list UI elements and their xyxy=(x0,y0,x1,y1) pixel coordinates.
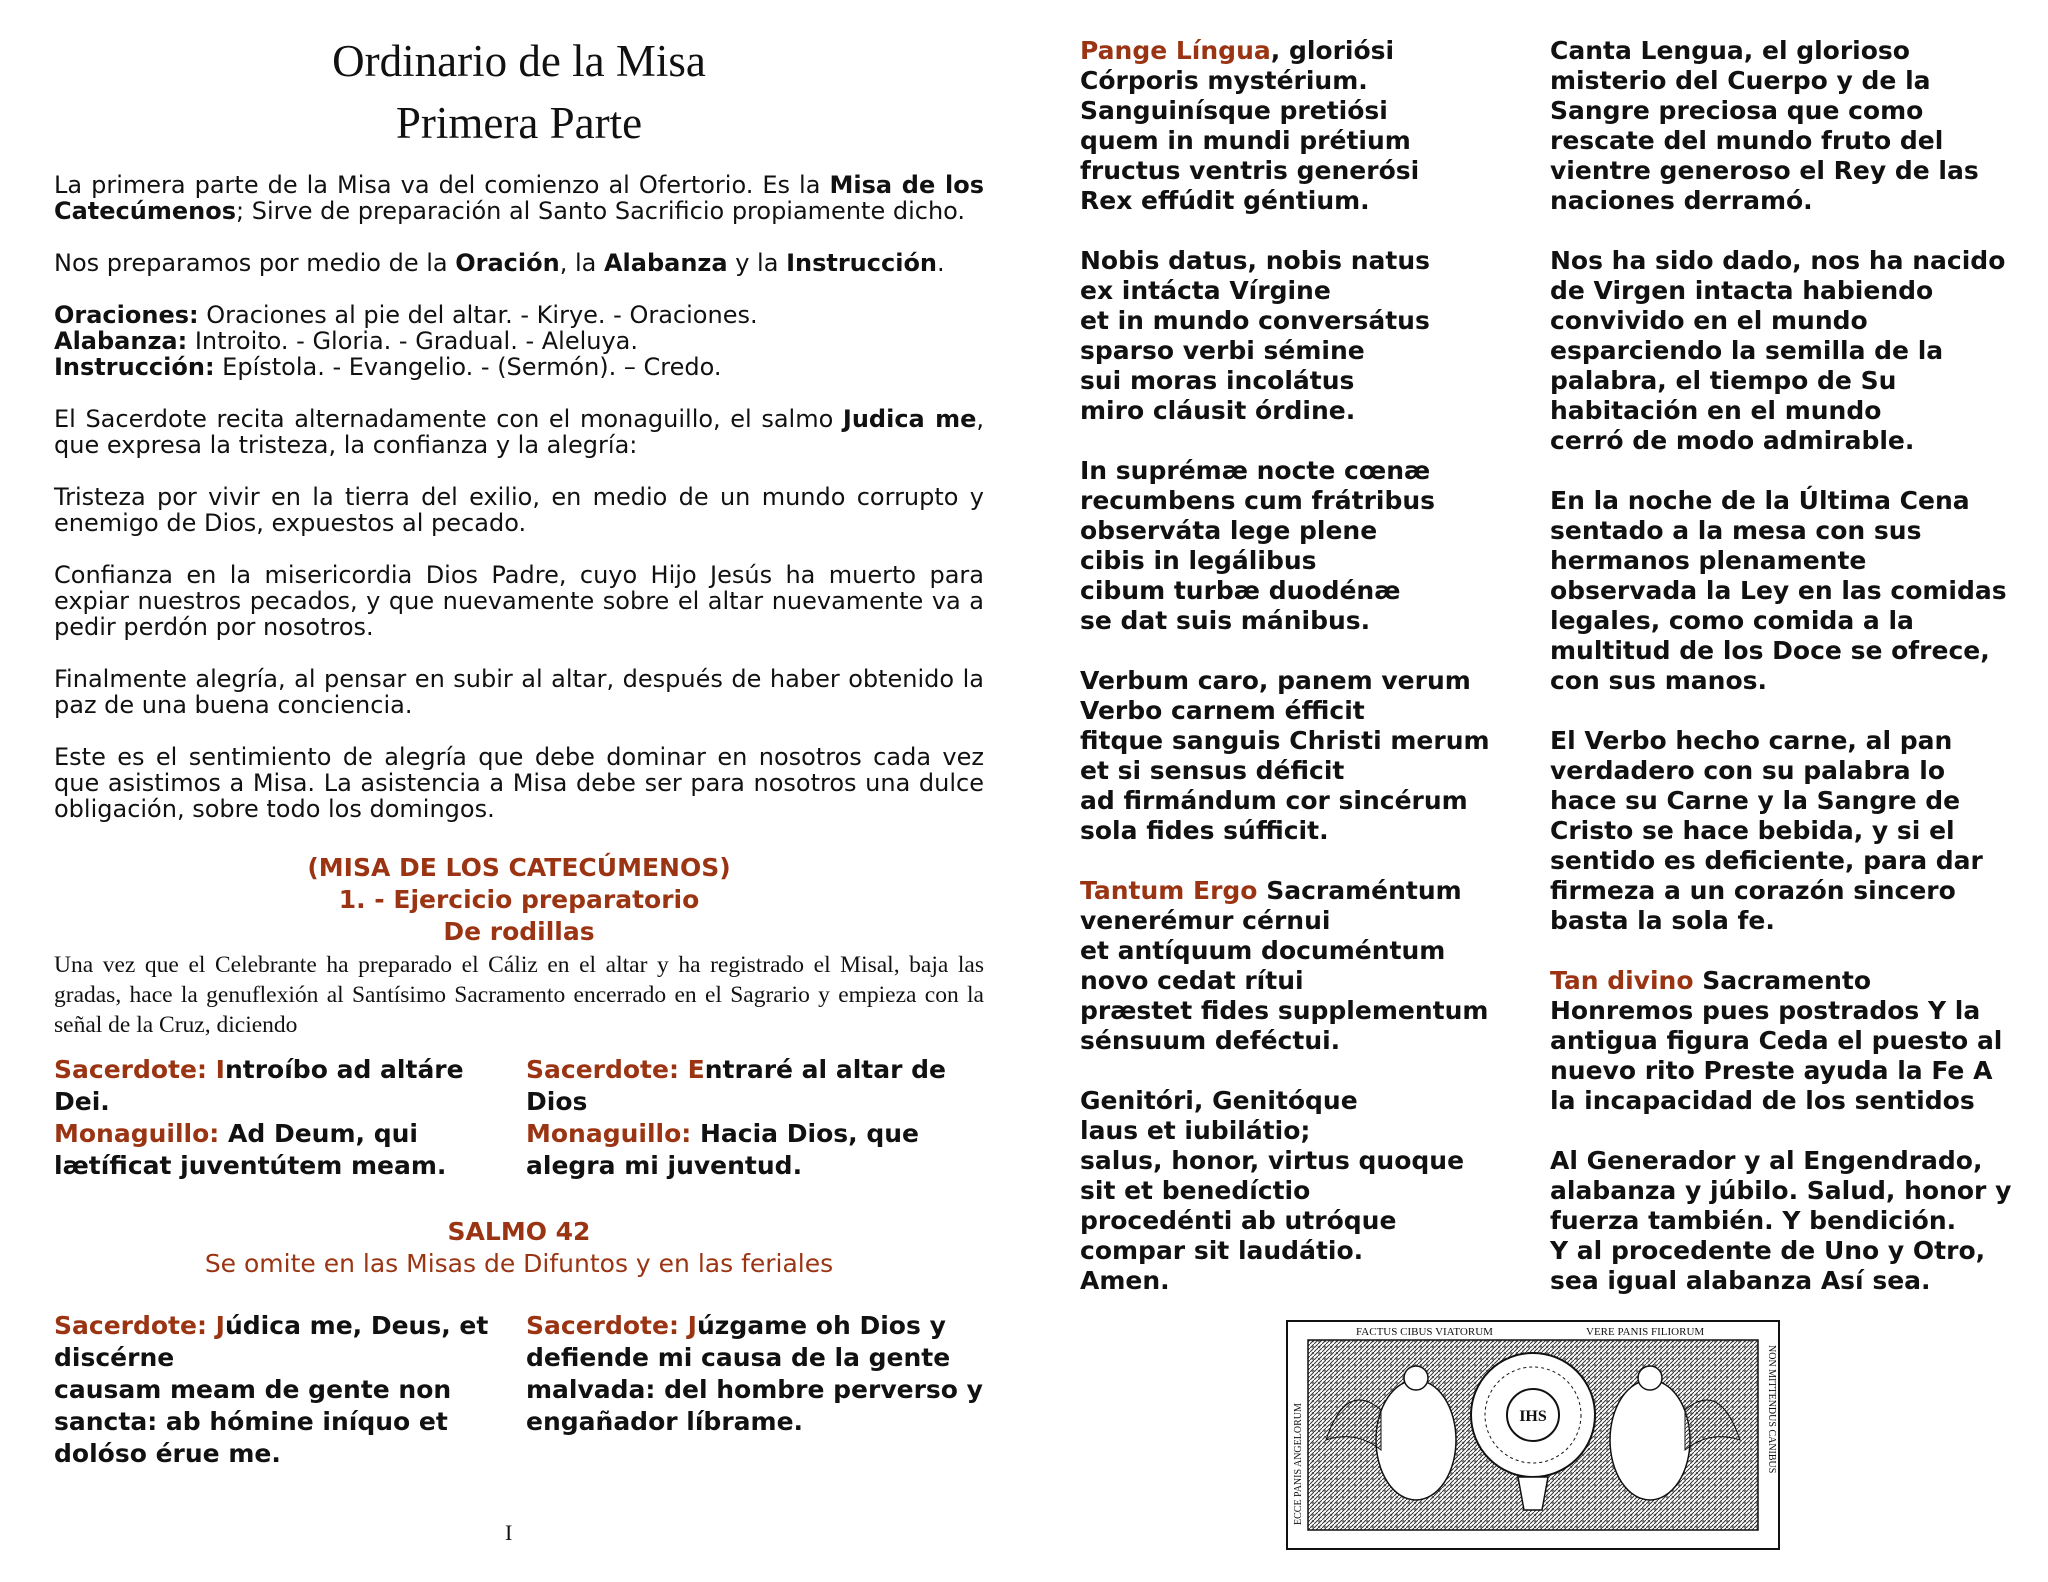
spanish-highlight: Tan divino xyxy=(1550,966,1694,995)
latin-line: Sanguinísque pretiósi xyxy=(1080,96,1388,125)
monaguillo-label: Monaguillo: xyxy=(54,1119,220,1148)
spanish-line: vientre generoso el Rey de las xyxy=(1550,156,1979,185)
intro-paragraph-4 xyxy=(54,406,984,458)
dialog-introibo-latin xyxy=(54,1054,526,1182)
latin-line: compar sit laudátio. xyxy=(1080,1236,1364,1265)
latin-line: salus, honor, virtus quoque xyxy=(1080,1146,1465,1175)
latin-line: ex intácta Vírgine xyxy=(1080,276,1331,305)
p2-oracion: Oración xyxy=(455,249,560,277)
spanish-line: fuerza también. Y bendición. xyxy=(1550,1206,1957,1235)
latin-line xyxy=(1080,36,1510,66)
spanish-line: habitación en el mundo xyxy=(1550,396,1882,425)
ihs-monogram: IHS xyxy=(1519,1408,1547,1425)
latin-line: Nobis datus, nobis natus xyxy=(1080,246,1431,275)
spanish-line xyxy=(1550,966,2020,996)
spanish-line: sea igual alabanza Así sea. xyxy=(1550,1266,1931,1295)
latin-line-rest: , gloriósi xyxy=(1270,36,1395,65)
latin-stanza xyxy=(1080,666,1510,846)
alabanza-text: Introito. - Gloria. - Gradual. - Aleluya. xyxy=(187,327,639,355)
latin-line: sparso verbi sémine xyxy=(1080,336,1365,365)
monaguillo-spanish: Hacia Dios, que alegra mi juventud. xyxy=(526,1119,919,1180)
salmo-title: SALMO 42 xyxy=(447,1217,591,1246)
initial-letter: J xyxy=(215,1311,225,1340)
dialog-judica-latin xyxy=(54,1310,526,1470)
latin-highlight: Pange Língua xyxy=(1080,36,1271,65)
oraciones-label: Oraciones: xyxy=(54,301,199,329)
latin-line: sola fides súfficit. xyxy=(1080,816,1329,845)
intro-paragraph-6: Confianza en la misericordia Dios Padre, cuyo Hijo Jesús ha muerto para expiar nuestros pecados, y que nuevamente sobre el altar nuevamente va a pedir perdón por nosotros. xyxy=(54,561,984,641)
sacerdote-latin-line2: causam meam de gente non sancta: ab hómine iníquo et dolóso érue me. xyxy=(54,1375,452,1468)
latin-line: fructus ventris generósi xyxy=(1080,156,1420,185)
spanish-line: multitud de los Doce se ofrece, xyxy=(1550,636,1990,665)
spanish-line: En la noche de la Última Cena xyxy=(1550,486,1970,515)
spanish-line-rest: Sacramento xyxy=(1693,966,1872,995)
p4-text-c: , que expresa la tristeza, la confianza y la alegría: xyxy=(54,405,985,459)
spanish-line: Al Generador y al Engendrado, xyxy=(1550,1146,1983,1175)
left-page xyxy=(54,30,984,1470)
monaguillo-label: Monaguillo: xyxy=(526,1119,692,1148)
section-heading-1: (MISA DE LOS CATECÚMENOS) xyxy=(307,853,731,882)
latin-line: In suprémæ nocte cœnæ xyxy=(1080,456,1431,485)
spanish-stanza xyxy=(1550,1146,2020,1296)
sacerdote-latin: ntroíbo ad altáre Dei. xyxy=(54,1055,464,1116)
latin-stanza xyxy=(1080,36,1510,216)
alabanza-label: Alabanza: xyxy=(54,327,188,355)
latin-line: præstet fides supplementum xyxy=(1080,996,1489,1025)
intro-paragraph-7: Finalmente alegría, al pensar en subir al altar, después de haber obtenido la paz de una buena conciencia. xyxy=(54,665,984,719)
spanish-stanza xyxy=(1550,486,2020,696)
spanish-line: observada la Ley en las comidas xyxy=(1550,576,2007,605)
dialog-judica xyxy=(54,1310,984,1470)
p1-text-c: ; Sirve de preparación al Santo Sacrificio propiamente dicho. xyxy=(236,197,966,225)
title-line-2: Primera Parte xyxy=(395,98,643,148)
spanish-line: la incapacidad de los sentidos xyxy=(1550,1086,1975,1115)
spanish-stanza xyxy=(1550,726,2020,936)
spanish-line: Y al procedente de Uno y Otro, xyxy=(1550,1236,1986,1265)
spanish-line: convivido en el mundo xyxy=(1550,306,1868,335)
spanish-line: Honremos pues postrados Y la xyxy=(1550,996,1981,1025)
spanish-line: esparciendo la semilla de la xyxy=(1550,336,1944,365)
spanish-line: Sangre preciosa que como xyxy=(1550,96,1924,125)
latin-line: et antíquum documéntum xyxy=(1080,936,1446,965)
latin-line xyxy=(1080,876,1510,906)
p1-bold: Misa de los Catecúmenos xyxy=(54,171,984,225)
spanish-line: rescate del mundo fruto del xyxy=(1550,126,1944,155)
spanish-line: basta la sola fe. xyxy=(1550,906,1775,935)
spanish-line: alabanza y júbilo. Salud, honor y xyxy=(1550,1176,2012,1205)
spanish-line: verdadero con su palabra lo xyxy=(1550,756,1946,785)
latin-stanza xyxy=(1080,1086,1510,1296)
spanish-line: firmeza a un corazón sincero xyxy=(1550,876,1956,905)
salmo-subtitle: Se omite en las Misas de Difuntos y en las feriales xyxy=(204,1249,834,1278)
intro-paragraph-8: Este es el sentimiento de alegría que debe dominar en nosotros cada vez que asistimos a Misa. La asistencia a Misa debe ser para nosotros una dulce obligación, sobre todo los domingos. xyxy=(54,743,984,823)
page-number: I xyxy=(505,1520,513,1545)
engraving-text-left: ECCE PANIS ANGELORUM xyxy=(1293,1403,1304,1525)
latin-line: et si sensus déficit xyxy=(1080,756,1345,785)
spanish-line: cerró de modo admirable. xyxy=(1550,426,1915,455)
spanish-line: Nos ha sido dado, nos ha nacido xyxy=(1550,246,2006,275)
p4-text-a: El Sacerdote recita alternadamente con el monaguillo, el salmo xyxy=(54,405,843,433)
monaguillo-latin: Ad Deum, qui lætíficat juventútem meam. xyxy=(54,1119,447,1180)
sacerdote-spanish: úzgame oh Dios y defiende mi causa de la gente malvada: del hombre perverso y engañador líbrame. xyxy=(526,1311,983,1436)
p2-text-e: y la xyxy=(727,249,787,277)
sacerdote-label: Sacerdote: xyxy=(54,1311,216,1340)
latin-line: Verbo carnem éfficit xyxy=(1080,696,1365,725)
p2-text-c: , la xyxy=(559,249,604,277)
latin-line: fitque sanguis Christi merum xyxy=(1080,726,1490,755)
section-heading-3: De rodillas xyxy=(443,917,595,946)
spanish-stanza xyxy=(1550,966,2020,1116)
latin-line: sénsuum deféctui. xyxy=(1080,1026,1341,1055)
initial-letter: J xyxy=(687,1311,697,1340)
latin-line: se dat suis mánibus. xyxy=(1080,606,1371,635)
engraving-text-top-right: VERE PANIS FILIORUM xyxy=(1586,1326,1705,1338)
latin-stanza xyxy=(1080,246,1510,426)
intro-section xyxy=(54,172,984,822)
latin-line: procedénti ab utróque xyxy=(1080,1206,1397,1235)
latin-line: Genitóri, Genitóque xyxy=(1080,1086,1358,1115)
spanish-line: sentido es deficiente, para dar xyxy=(1550,846,1983,875)
spanish-line: de Virgen intacta habiendo xyxy=(1550,276,1934,305)
p2-text-g: . xyxy=(937,249,945,277)
spanish-line: palabra, el tiempo de Su xyxy=(1550,366,1897,395)
latin-line: recumbens cum frátribus xyxy=(1080,486,1436,515)
initial-letter: E xyxy=(687,1055,705,1084)
latin-line: Rex effúdit géntium. xyxy=(1080,186,1370,215)
intro-paragraph-1 xyxy=(54,172,984,224)
latin-highlight: Tantum Ergo xyxy=(1080,876,1258,905)
spanish-hymn-column xyxy=(1550,36,2020,1326)
latin-line: miro cláusit órdine. xyxy=(1080,396,1356,425)
sacerdote-label: Sacerdote: xyxy=(526,1311,688,1340)
spanish-line: El Verbo hecho carne, al pan xyxy=(1550,726,1953,755)
latin-line-rest: Sacraméntum xyxy=(1257,876,1462,905)
spanish-stanza xyxy=(1550,246,2020,456)
latin-line: et in mundo conversátus xyxy=(1080,306,1430,335)
page-title xyxy=(54,30,984,154)
p2-instruccion: Instrucción xyxy=(786,249,938,277)
intro-paragraph-2 xyxy=(54,250,984,276)
sacerdote-label: Sacerdote: xyxy=(54,1055,216,1084)
spanish-line: nuevo rito Preste ayuda la Fe A xyxy=(1550,1056,1993,1085)
latin-line: Córporis mystérium. xyxy=(1080,66,1368,95)
dialog-introibo xyxy=(54,1054,984,1182)
eucharist-engraving xyxy=(1286,1320,1780,1550)
spanish-line: Cristo se hace bebida, y si el xyxy=(1550,816,1955,845)
rubric-note: Una vez que el Celebrante ha preparado el Cáliz en el altar y ha registrado el Misal, baja las gradas, hace la genuflexión al Santísimo Sacramento encerrado en el Sagrario y empieza con la señal de la Cruz, diciendo xyxy=(54,952,984,1038)
spanish-line: naciones derramó. xyxy=(1550,186,1813,215)
intro-paragraph-5: Tristeza por vivir en la tierra del exilio, en medio de un mundo corrupto y enemigo de Dios, expuestos al pecado. xyxy=(54,483,984,537)
spanish-stanza xyxy=(1550,36,2020,216)
initial-letter: I xyxy=(215,1055,225,1084)
p2-text-a: Nos preparamos por medio de la xyxy=(54,249,456,277)
spanish-line: con sus manos. xyxy=(1550,666,1768,695)
spanish-line: legales, como comida a la xyxy=(1550,606,1914,635)
spanish-line: hermanos plenamente xyxy=(1550,546,1867,575)
dialog-introibo-spanish xyxy=(526,1054,984,1182)
latin-stanza xyxy=(1080,876,1510,1056)
spanish-line: sentado a la mesa con sus xyxy=(1550,516,1922,545)
latin-line: observáta lege plene xyxy=(1080,516,1378,545)
latin-line: venerémur cérnui xyxy=(1080,906,1331,935)
latin-line: sui moras incolátus xyxy=(1080,366,1355,395)
title-line-1: Ordinario de la Misa xyxy=(332,36,706,86)
instruccion-label: Instrucción: xyxy=(54,353,215,381)
spanish-line: hace su Carne y la Sangre de xyxy=(1550,786,1961,815)
latin-line: laus et iubilátio; xyxy=(1080,1116,1311,1145)
p1-text-a: La primera parte de la Misa va del comienzo al Ofertorio. Es la xyxy=(54,171,830,199)
engraving-text-right: NON MITTENDUS CANIBUS xyxy=(1766,1345,1777,1474)
latin-hymn-column xyxy=(1080,36,1510,1326)
spanish-line: Canta Lengua, el glorioso xyxy=(1550,36,1910,65)
spanish-line: misterio del Cuerpo y de la xyxy=(1550,66,1931,95)
latin-line: novo cedat rítui xyxy=(1080,966,1304,995)
latin-line: cibis in legálibus xyxy=(1080,546,1317,575)
intro-paragraph-3 xyxy=(54,302,984,380)
latin-line: ad firmándum cor sincérum xyxy=(1080,786,1468,815)
latin-line: quem in mundi prétium xyxy=(1080,126,1411,155)
instruccion-text: Epístola. - Evangelio. - (Sermón). – Credo. xyxy=(214,353,722,381)
latin-line: sit et benedíctio xyxy=(1080,1176,1311,1205)
p4-judica: Judica me xyxy=(842,405,977,433)
p2-alabanza: Alabanza xyxy=(603,249,728,277)
latin-stanza xyxy=(1080,456,1510,636)
sacerdote-label: Sacerdote: xyxy=(526,1055,688,1084)
engraving-text-top-left: FACTUS CIBUS VIATORUM xyxy=(1356,1326,1493,1338)
oraciones-text: Oraciones al pie del altar. - Kirye. - Oraciones. xyxy=(198,301,758,329)
sacerdote-spanish: ntraré al altar de Dios xyxy=(526,1055,946,1116)
sacerdote-latin-line1: údica me, Deus, et discérne xyxy=(54,1311,489,1372)
section-heading-2: 1. - Ejercicio preparatorio xyxy=(338,885,700,914)
latin-line: Amen. xyxy=(1080,1266,1170,1295)
spanish-line: antigua figura Ceda el puesto al xyxy=(1550,1026,2003,1055)
latin-line: Verbum caro, panem verum xyxy=(1080,666,1471,695)
dialog-judica-spanish xyxy=(526,1310,984,1470)
latin-line: cibum turbæ duodénæ xyxy=(1080,576,1401,605)
